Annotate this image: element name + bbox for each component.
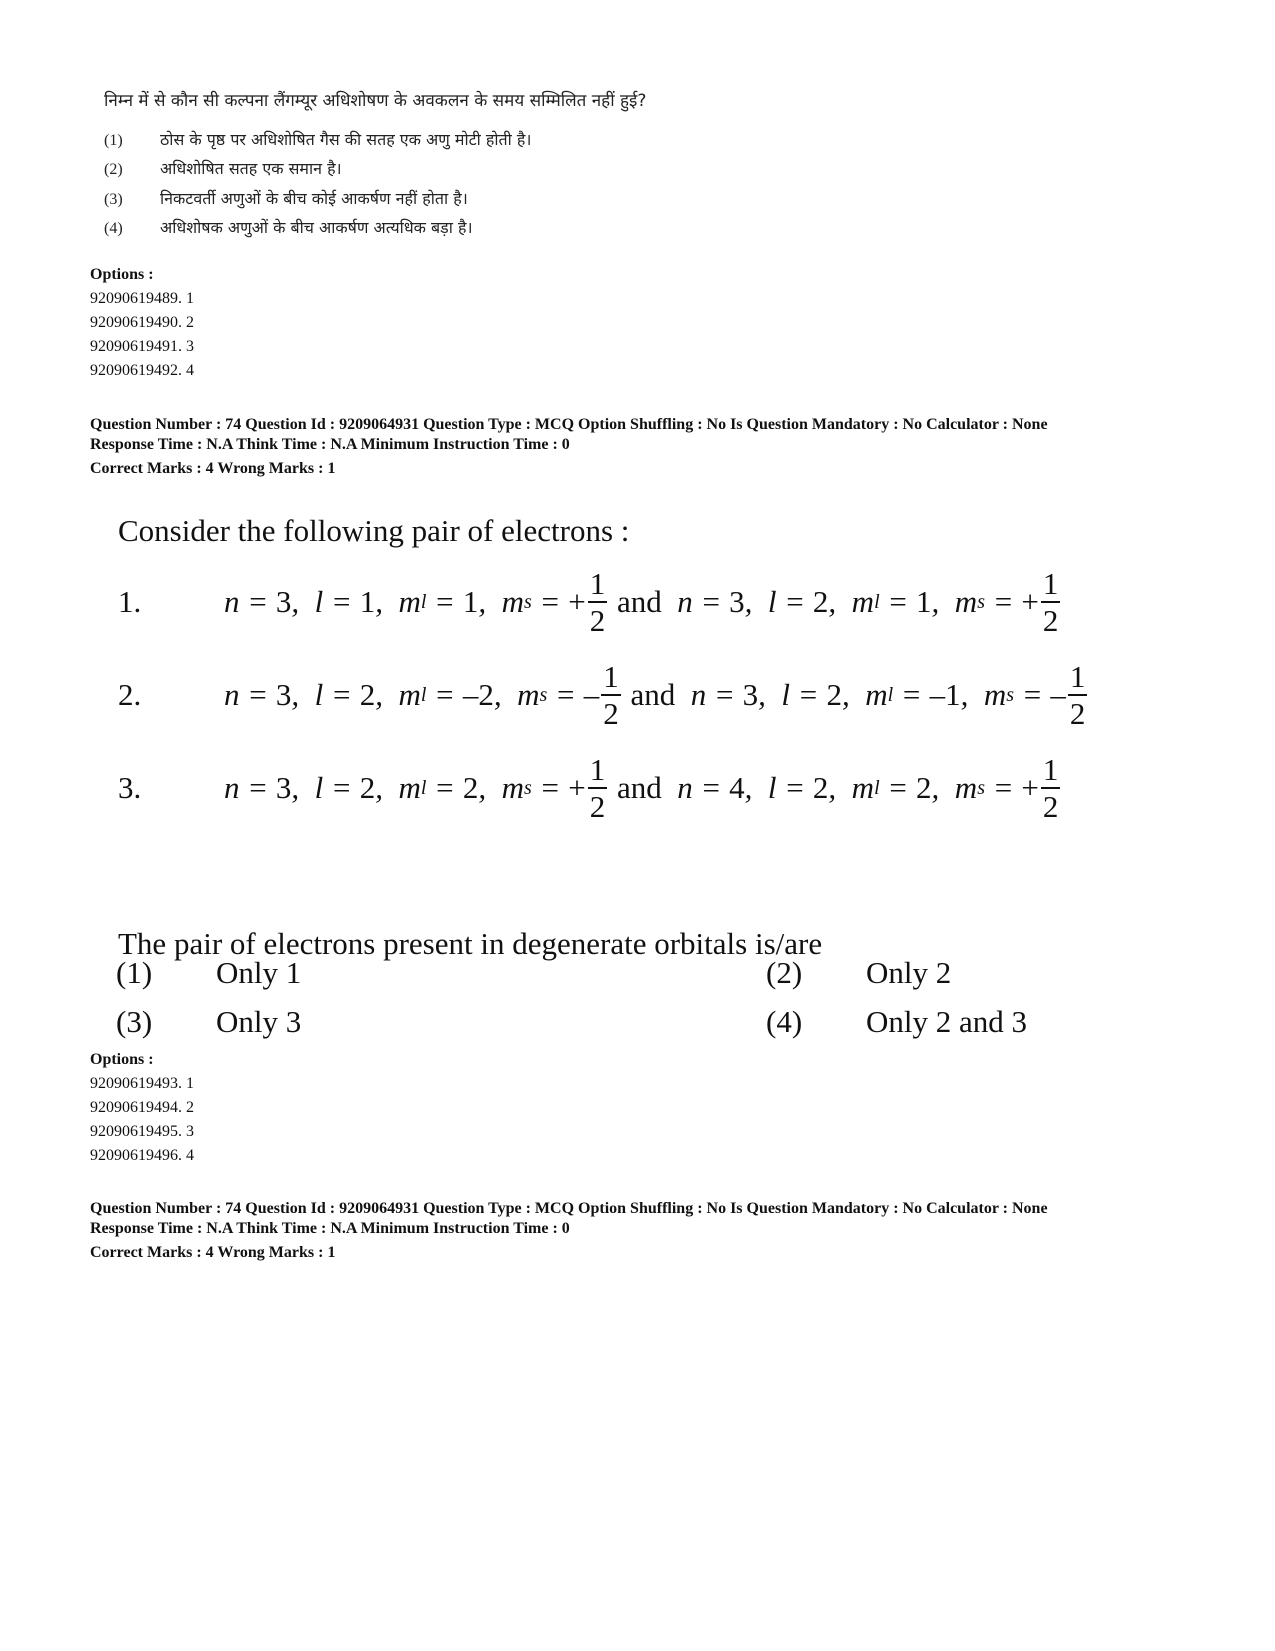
- question-prompt: The pair of electrons present in degenerate orbitals is/are: [118, 926, 823, 961]
- option-id-line: 92090619490. 2: [90, 314, 194, 331]
- hindi-question-stem: निम्न में से कौन सी कल्पना लैंगम्यूर अधिशोषण के अवकलन के समय सम्मिलित नहीं हुई?: [104, 91, 647, 111]
- option-id-line: 92090619493. 1: [90, 1075, 194, 1092]
- option-id-line: 92090619489. 1: [90, 290, 194, 307]
- answer-choice-1: (1) Only 1: [116, 955, 302, 990]
- option-id-line: 92090619494. 2: [90, 1099, 194, 1116]
- answer-choice-3: (3) Only 3: [116, 1004, 302, 1039]
- option-id-line: 92090619491. 3: [90, 338, 194, 355]
- option-id-line: 92090619496. 4: [90, 1147, 194, 1164]
- option-id-line: 92090619495. 3: [90, 1123, 194, 1140]
- question-heading: Consider the following pair of electrons :: [118, 513, 630, 548]
- hindi-option-4: (4) अधिशोषक अणुओं के बीच आकर्षण अत्यधिक बड़ा है।: [104, 218, 473, 237]
- options-title: Options :: [90, 1051, 154, 1068]
- answer-choice-4: (4) Only 2 and 3: [766, 1004, 1028, 1039]
- question-meta-line: Response Time : N.A Think Time : N.A Minimum Instruction Time : 0: [90, 436, 570, 453]
- hindi-option-1: (1) ठोस के पृष्ठ पर अधिशोषित गैस की सतह एक अणु मोटी होती है।: [104, 130, 532, 149]
- question-meta-line: Question Number : 74 Question Id : 9209064931 Question Type : MCQ Option Shuffling : No Is Question Mandatory : No Calculator : None: [90, 416, 1048, 433]
- option-id-line: 92090619492. 4: [90, 362, 194, 379]
- answer-choice-2: (2) Only 2: [766, 955, 952, 990]
- question-meta-line: Correct Marks : 4 Wrong Marks : 1: [90, 1244, 336, 1261]
- options-title: Options :: [90, 266, 154, 283]
- question-meta-line: Response Time : N.A Think Time : N.A Minimum Instruction Time : 0: [90, 1220, 570, 1237]
- hindi-option-2: (2) अधिशोषित सतह एक समान है।: [104, 159, 342, 178]
- hindi-option-3: (3) निकटवर्ती अणुओं के बीच कोई आकर्षण नहीं होता है।: [104, 189, 468, 208]
- question-meta-line: Correct Marks : 4 Wrong Marks : 1: [90, 460, 336, 477]
- question-meta-line: Question Number : 74 Question Id : 9209064931 Question Type : MCQ Option Shuffling : No Is Question Mandatory : No Calculator : None: [90, 1200, 1048, 1217]
